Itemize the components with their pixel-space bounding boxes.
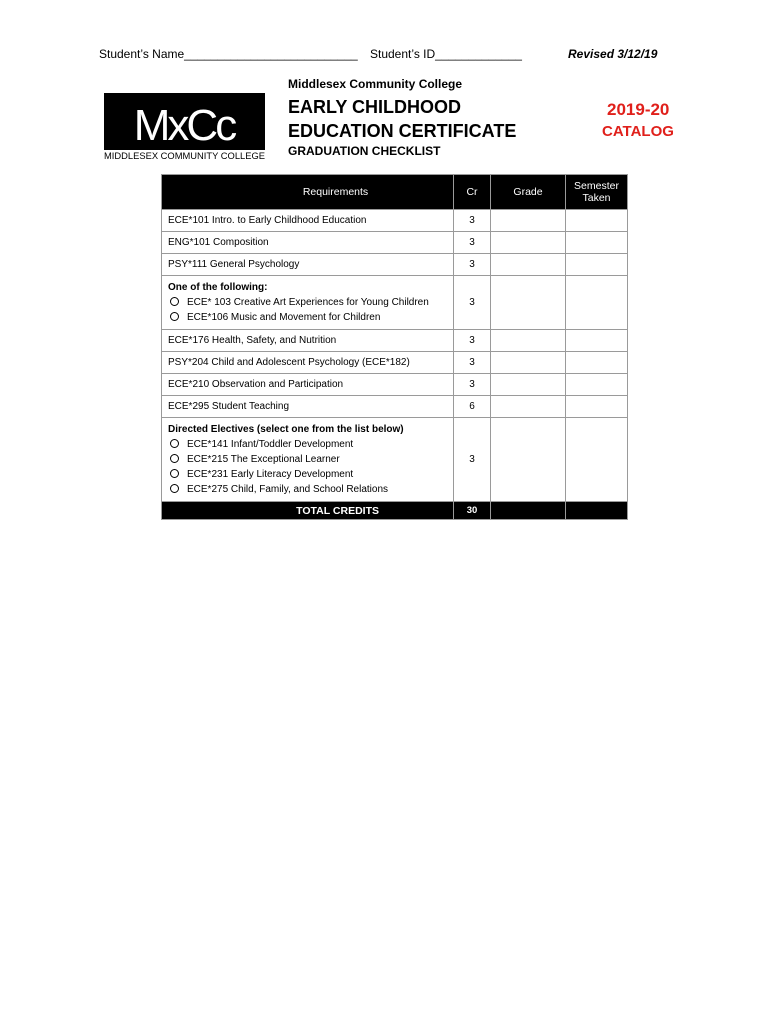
semester-taken-cell[interactable] (566, 210, 628, 232)
circle-checkbox-icon[interactable] (170, 454, 179, 463)
circle-checkbox-icon[interactable] (170, 439, 179, 448)
semester-taken-cell[interactable] (566, 418, 628, 502)
total-credits-label: TOTAL CREDITS (162, 502, 454, 520)
table-row (162, 254, 628, 276)
header-grade: Grade (491, 175, 566, 210)
college-name: Middlesex Community College (288, 77, 463, 91)
circle-checkbox-icon[interactable] (170, 484, 179, 493)
credits-cell: 3 (454, 276, 491, 330)
credits-cell: 3 (454, 352, 491, 374)
header-semester-line1: Semester (574, 180, 619, 192)
semester-taken-cell[interactable] (566, 396, 628, 418)
requirement-cell: PSY*204 Child and Adolescent Psychology (ECE*182) (162, 352, 454, 374)
requirement-option (168, 437, 447, 452)
requirement-option-label: ECE* 103 Creative Art Experiences for Young Children (187, 297, 429, 308)
requirement-option-label: ECE*215 The Exceptional Learner (187, 454, 340, 465)
header-semester-line2: Taken (582, 192, 611, 204)
credits-cell: 3 (454, 330, 491, 352)
requirement-option (168, 452, 447, 467)
circle-checkbox-icon[interactable] (170, 469, 179, 478)
circle-checkbox-icon[interactable] (170, 297, 179, 306)
credits-cell: 3 (454, 232, 491, 254)
logo-mark: MxCc (133, 101, 235, 150)
table-row (162, 352, 628, 374)
requirement-cell (162, 276, 454, 330)
college-logo (104, 93, 265, 161)
table-row (162, 418, 628, 502)
table-row (162, 396, 628, 418)
header-semester (566, 175, 628, 210)
semester-taken-cell[interactable] (566, 276, 628, 330)
total-credits-value: 30 (454, 502, 491, 520)
requirement-cell: ENG*101 Composition (162, 232, 454, 254)
graduation-checklist-table (161, 174, 628, 520)
student-name-field[interactable]: Student’s Name__________________________ (99, 47, 358, 61)
grade-cell[interactable] (491, 276, 566, 330)
requirement-option (168, 467, 447, 482)
requirement-option-label: ECE*231 Early Literacy Development (187, 469, 354, 480)
table-header-row (162, 175, 628, 210)
requirement-group-label: Directed Electives (select one from the list below) (168, 424, 404, 435)
requirement-option-label: ECE*106 Music and Movement for Children (187, 312, 381, 323)
grade-cell[interactable] (491, 210, 566, 232)
credits-cell: 6 (454, 396, 491, 418)
semester-taken-cell[interactable] (566, 232, 628, 254)
requirement-option-label: ECE*141 Infant/Toddler Development (187, 439, 354, 450)
credits-cell: 3 (454, 374, 491, 396)
credits-cell: 3 (454, 210, 491, 232)
grade-cell[interactable] (491, 330, 566, 352)
total-semester-cell (566, 502, 628, 520)
student-id-field[interactable]: Student’s ID_____________ (370, 47, 522, 61)
semester-taken-cell[interactable] (566, 254, 628, 276)
table-row (162, 210, 628, 232)
catalog-year: 2019-20 (607, 100, 670, 119)
grade-cell[interactable] (491, 232, 566, 254)
semester-taken-cell[interactable] (566, 374, 628, 396)
table-row (162, 374, 628, 396)
requirement-cell: ECE*101 Intro. to Early Childhood Education (162, 210, 454, 232)
table-row (162, 232, 628, 254)
requirement-option (168, 295, 447, 310)
requirement-cell (162, 418, 454, 502)
requirement-option (168, 482, 447, 497)
requirement-cell: ECE*210 Observation and Participation (162, 374, 454, 396)
requirement-cell: ECE*295 Student Teaching (162, 396, 454, 418)
checklist-title: GRADUATION CHECKLIST (288, 144, 441, 158)
table-row (162, 276, 628, 330)
header-cr: Cr (454, 175, 491, 210)
credits-cell: 3 (454, 418, 491, 502)
credits-cell: 3 (454, 254, 491, 276)
logo-caption: MIDDLESEX COMMUNITY COLLEGE (104, 151, 265, 161)
certificate-title-line1: EARLY CHILDHOOD (288, 97, 462, 117)
grade-cell[interactable] (491, 374, 566, 396)
requirement-option-label: ECE*275 Child, Family, and School Relations (187, 484, 389, 495)
semester-taken-cell[interactable] (566, 330, 628, 352)
revised-date: Revised 3/12/19 (568, 47, 658, 61)
requirement-option (168, 310, 447, 325)
requirement-group-label: One of the following: (168, 282, 268, 293)
grade-cell[interactable] (491, 396, 566, 418)
grade-cell[interactable] (491, 418, 566, 502)
certificate-title-line2: EDUCATION CERTIFICATE (288, 121, 517, 141)
grade-cell[interactable] (491, 352, 566, 374)
requirement-cell: ECE*176 Health, Safety, and Nutrition (162, 330, 454, 352)
requirement-cell: PSY*111 General Psychology (162, 254, 454, 276)
grade-cell[interactable] (491, 254, 566, 276)
circle-checkbox-icon[interactable] (170, 312, 179, 321)
table-row (162, 330, 628, 352)
total-credits-row (162, 502, 628, 520)
semester-taken-cell[interactable] (566, 352, 628, 374)
catalog-label: CATALOG (602, 123, 674, 140)
header-requirements: Requirements (162, 175, 454, 210)
total-grade-cell (491, 502, 566, 520)
